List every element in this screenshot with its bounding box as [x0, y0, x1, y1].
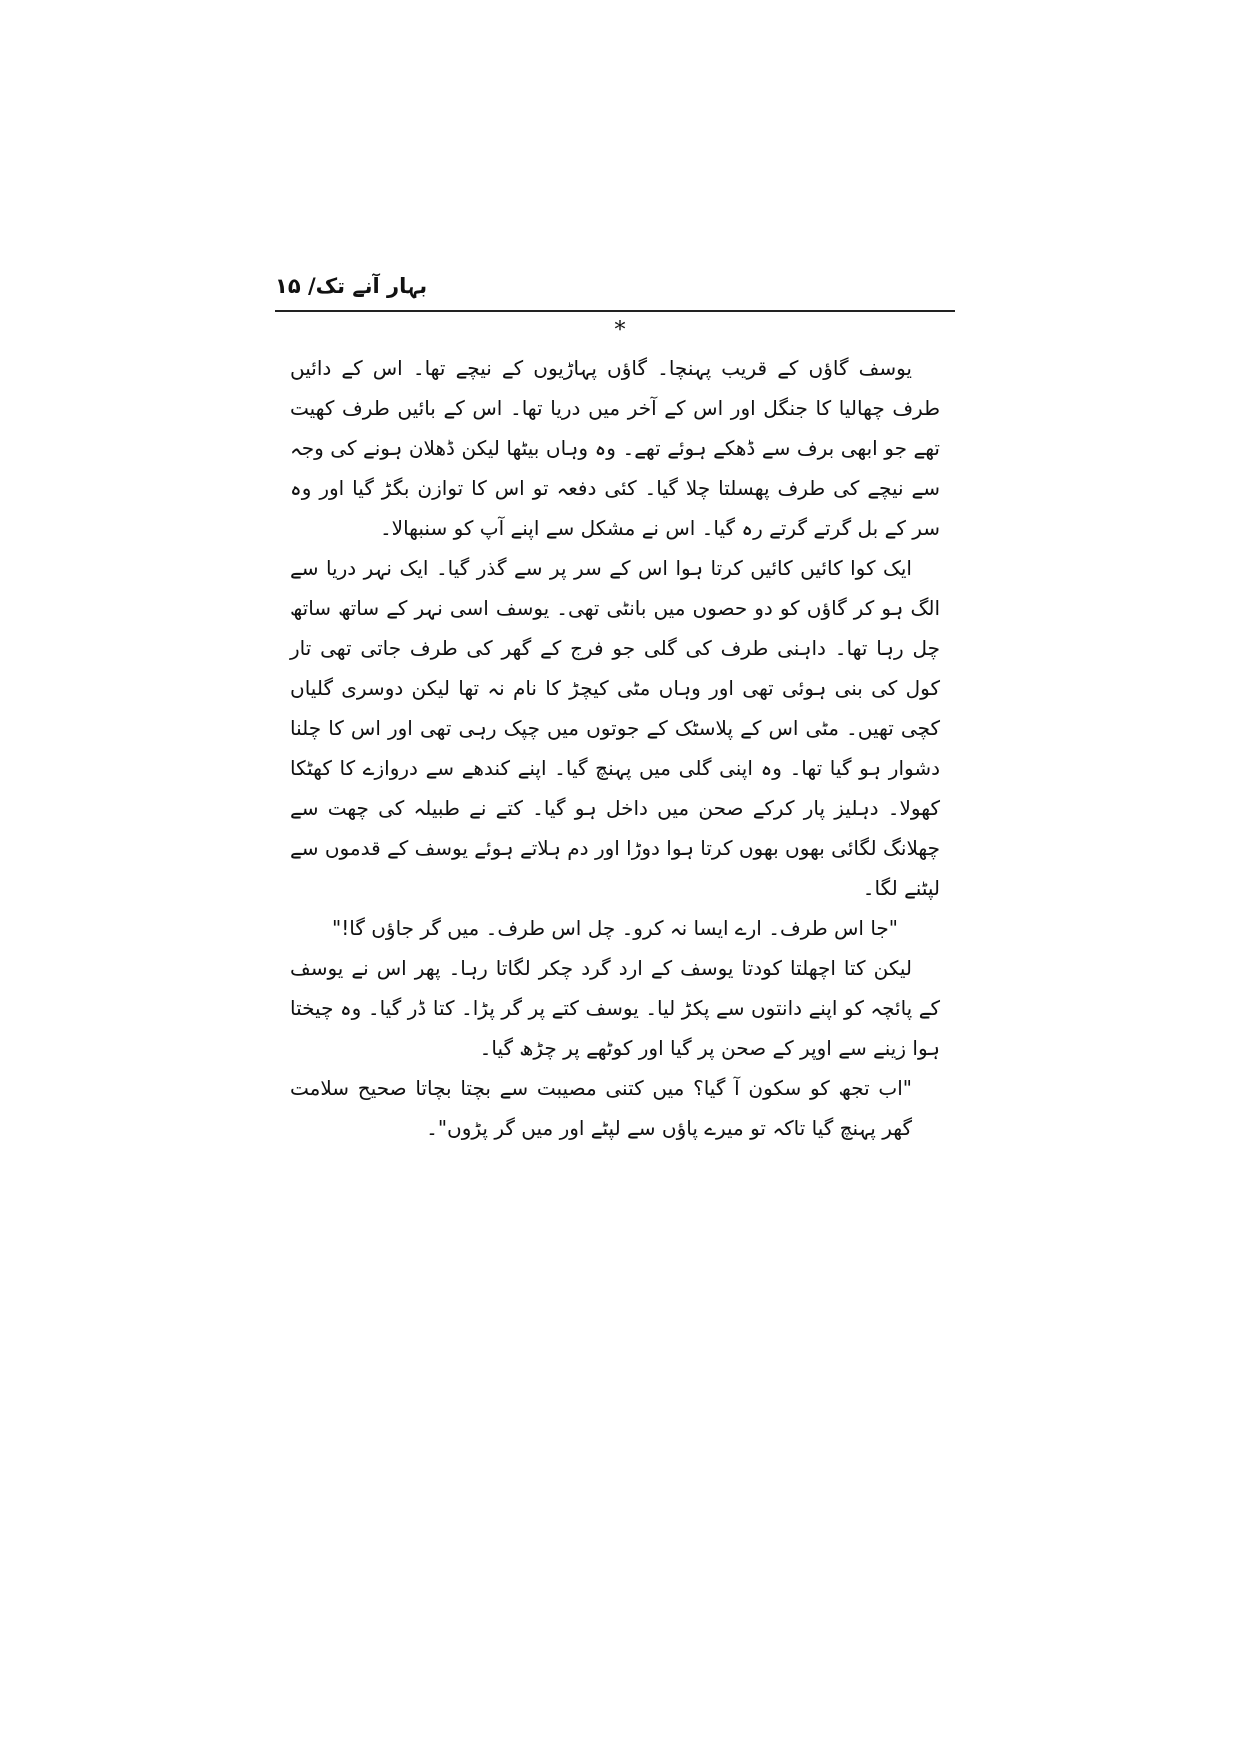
dialogue-paragraph: "اب تجھ کو سکون آ گیا؟ میں کتنی مصیبت سے بچتا بچاتا صحیح سلامت گھر پہنچ گیا تاکہ تو میرے پاؤں سے لپٹے اور میں گر پڑوں"۔ — [290, 1076, 912, 1140]
paragraph: لیکن کتا اچھلتا کودتا یوسف کے ارد گرد چکر لگاتا رہا۔ پھر اس نے یوسف کے پائچہ کو اپنے دانتوں سے پکڑ لیا۔ یوسف کتے پر گر پڑا۔ کتا ڈر گیا۔ وہ چیختا ہوا زینے سے اوپر کے صحن پر گیا اور کوٹھے پر چڑھ گیا۔ — [290, 956, 940, 1060]
running-header-title: بہار آنے تک/ ۱۵ — [275, 274, 428, 298]
paragraph: ایک کوا کائیں کائیں کرتا ہوا اس کے سر پر سے گذر گیا۔ ایک نہر دریا سے الگ ہو کر گاؤں کو دو حصوں میں بانٹی تھی۔ یوسف اسی نہر کے ساتھ ساتھ چل رہا تھا۔ داہنی طرف کی گلی جو فرج کے گھر کی طرف جاتی تھی تار کول کی بنی ہوئی تھی اور وہاں مٹی کیچڑ کا نام نہ تھا لیکن دوسری گلیاں کچی تھیں۔ مٹی اس کے پلاسٹک کے جوتوں میں چپک رہی تھی اور اس کا چلنا دشوار ہو گیا تھا۔ وہ اپنی گلی میں پہنچ گیا۔ اپنے کندھے سے دروازے کا کھٹکا کھولا۔ دہلیز پار کرکے صحن میں داخل ہو گیا۔ کتے نے طبیلہ کی چھت سے چھلانگ لگائی بھوں بھوں کرتا ہوا دوڑا اور دم ہلاتے ہوئے یوسف کے قدموں سے لپٹنے لگا۔ — [290, 556, 940, 900]
body-text — [290, 348, 940, 1148]
section-separator: * — [614, 318, 626, 343]
running-header — [275, 270, 955, 312]
paragraph: یوسف گاؤں کے قریب پہنچا۔ گاؤں پہاڑیوں کے نیچے تھا۔ اس کے دائیں طرف چھالیا کا جنگل اور اس کے آخر میں دریا تھا۔ اس کے بائیں طرف کھیت تھے جو ابھی برف سے ڈھکے ہوئے تھے۔ وہ وہاں بیٹھا لیکن ڈھلان ہونے کی وجہ سے نیچے کی طرف پھسلتا چلا گیا۔ کئی دفعہ تو اس کا توازن بگڑ گیا اور وہ سر کے بل گرتے گرتے رہ گیا۔ اس نے مشکل سے اپنے آپ کو سنبھالا۔ — [290, 356, 940, 540]
dialogue-paragraph: "جا اس طرف۔ ارے ایسا نہ کرو۔ چل اس طرف۔ میں گر جاؤں گا!" — [332, 916, 898, 940]
